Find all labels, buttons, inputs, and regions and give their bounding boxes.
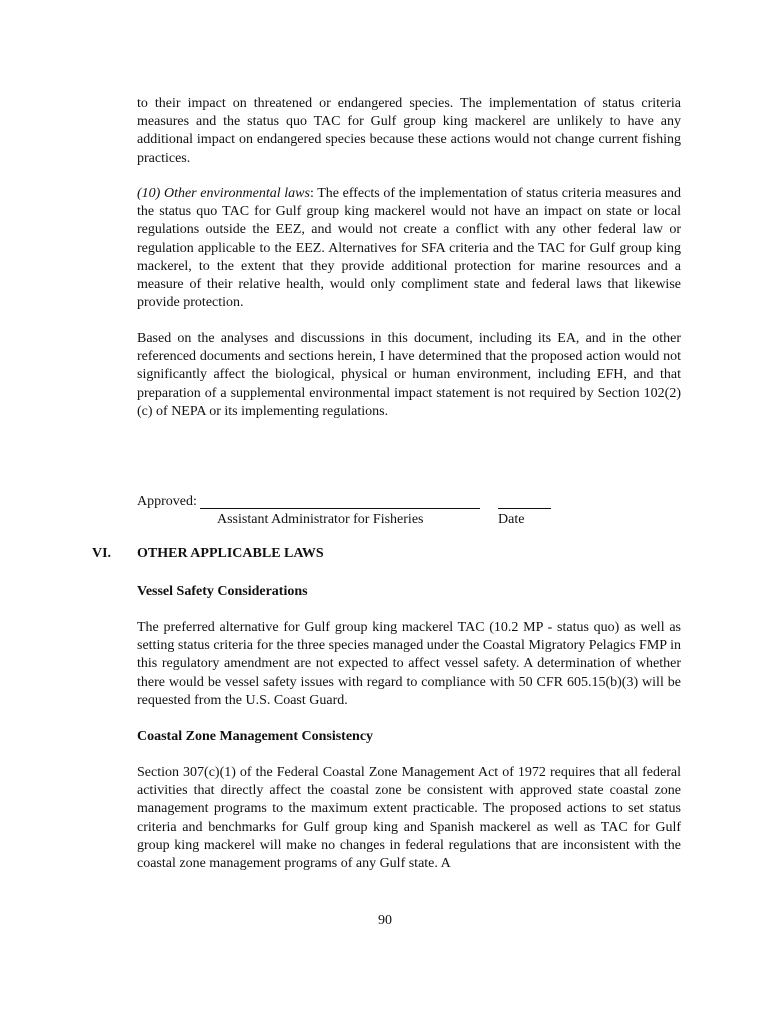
vessel-safety-paragraph: The preferred alternative for Gulf group king mackerel TAC (10.2 MP - status quo) as well as setting status criteria for the three species managed under the Coastal Migratory Pelagics FMP in this regulatory amendment are not expected to affect vessel safety. A determination of whether there would be vessel safety issues with regard to compliance with 50 CFR 605.15(b)(3) will be requested from the U.S. Coast Guard. bbox=[137, 620, 681, 708]
approval-block bbox=[137, 493, 697, 533]
paragraph-other-environmental-laws bbox=[137, 185, 681, 312]
page-number: 90 bbox=[378, 913, 392, 928]
paragraph-lead-colon: : bbox=[309, 186, 314, 201]
date-line bbox=[498, 508, 551, 509]
vessel-safety-heading: Vessel Safety Considerations bbox=[137, 584, 308, 599]
coastal-zone-paragraph: Section 307(c)(1) of the Federal Coastal Zone Management Act of 1972 requires that all federal activities that directly affect the coastal zone be consistent with approved state coastal zone management programs to the maximum extent practicable. The proposed actions to set status criteria and benchmarks for Gulf group king and Spanish mackerel as well as TAC for Gulf group king mackerel will make no changes in federal regulations that are inconsistent with the coastal zone management programs of any Gulf state. A bbox=[137, 765, 681, 872]
coastal-zone-heading: Coastal Zone Management Consistency bbox=[137, 729, 374, 744]
paragraph-lead-in: (10) Other environmental laws bbox=[137, 186, 310, 201]
approved-label: Approved: bbox=[137, 494, 197, 509]
signature-line bbox=[200, 508, 480, 509]
date-label: Date bbox=[498, 512, 525, 527]
paragraph-determination: Based on the analyses and discussions in this document, including its EA, and in the other referenced documents and sections herein, I have determined that the proposed action would not significantly affect the biological, physical or human environment, including EFH, and that preparation of a supplemental environmental impact statement is not required by Section 102(2)(c) of NEPA or its implementing regulations. bbox=[137, 331, 681, 419]
paragraph-endangered-species: to their impact on threatened or endangered species. The implementation of status criteria measures and the status quo TAC for Gulf group king mackerel are unlikely to have any additional impact on endangered species because these actions would not change current fishing practices. bbox=[137, 96, 681, 166]
signatory-title: Assistant Administrator for Fisheries bbox=[217, 512, 424, 527]
section-title: OTHER APPLICABLE LAWS bbox=[137, 546, 324, 561]
section-number: VI. bbox=[92, 546, 112, 561]
paragraph-body: The effects of the implementation of status criteria measures and the status quo TAC for Gulf group king mackerel would not have an impact on state or local regulations outside the EEZ, and would not create a conflict with any other federal law or regulation applicable to the EEZ. Alternatives for SFA criteria and the TAC for Gulf group king mackerel, to the extent that they provide additional protection for marine resources and a measure of their relative health, would only compliment state and federal laws that likewise provide protection. bbox=[137, 186, 681, 311]
